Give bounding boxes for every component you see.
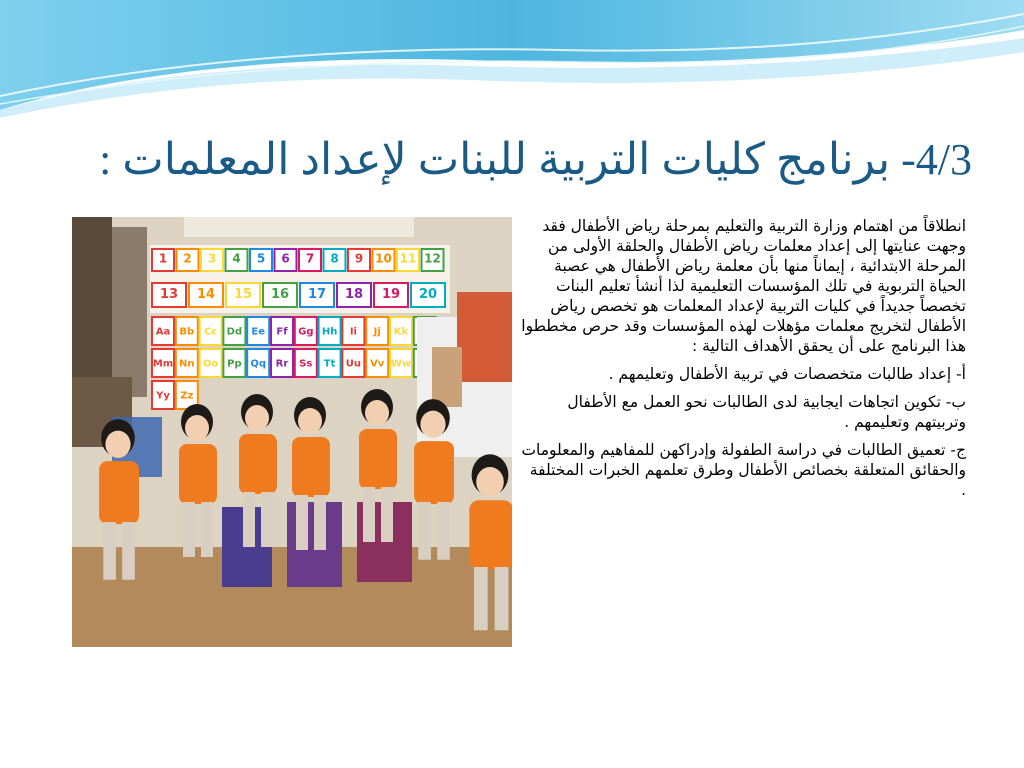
alphabet-label: Ff — [276, 326, 288, 338]
number-label: 8 — [330, 251, 339, 266]
alphabet-label: Yy — [156, 390, 170, 402]
alphabet-label: Ee — [251, 326, 266, 338]
number-label: 11 — [399, 251, 417, 266]
number-label: 10 — [375, 251, 392, 266]
goal-item-a: أ- إعداد طالبات متخصصات في تربية الأطفال وتعليمهم . — [608, 365, 966, 383]
number-label: 6 — [281, 251, 290, 266]
alphabet-label: Tt — [323, 358, 336, 370]
alphabet-label: Oo — [202, 358, 219, 370]
alphabet-label: Zz — [180, 390, 194, 402]
number-label: 17 — [307, 286, 327, 302]
number-label: 12 — [424, 251, 441, 266]
number-label: 16 — [270, 286, 290, 302]
header-wave-decoration — [0, 0, 1024, 120]
number-label: 2 — [183, 251, 192, 266]
alphabet-label: Bb — [179, 326, 195, 338]
classroom-photo — [72, 217, 512, 647]
number-label: 15 — [233, 286, 253, 302]
alphabet-label: Hh — [321, 326, 338, 338]
alphabet-label: Cc — [203, 326, 218, 338]
alphabet-label: Ss — [299, 358, 313, 370]
number-label: 9 — [354, 251, 364, 266]
alphabet-label: Dd — [226, 326, 243, 338]
number-label: 19 — [381, 286, 401, 302]
alphabet-label: Ii — [349, 326, 357, 338]
number-label: 18 — [344, 286, 364, 302]
alphabet-label: Qq — [250, 358, 267, 370]
slide-title: 4/3- برنامج كليات التربية للبنات لإعداد المعلمات : — [99, 135, 972, 184]
slide-body — [520, 216, 966, 508]
number-label: 7 — [305, 251, 315, 266]
alphabet-label: Pp — [227, 358, 242, 370]
alphabet-label: Nn — [179, 358, 195, 370]
number-label: 5 — [256, 251, 266, 266]
number-label: 14 — [196, 286, 216, 302]
number-label: 20 — [418, 286, 438, 302]
number-label: 4 — [232, 251, 241, 266]
alphabet-label: Jj — [373, 326, 381, 338]
number-label: 3 — [207, 251, 217, 266]
alphabet-label: Uu — [345, 358, 362, 370]
goal-item-b: ب- تكوين اتجاهات ايجابية لدى الطالبات نحو العمل مع الأطفال وتربيتهم وتعليمهم . — [567, 393, 966, 431]
goal-item-c: ج- تعميق الطالبات في دراسة الطفولة وإدراكهن للمفاهيم والمعلومات والحقائق المتعلقة بخصائص الأطفال وطرق تعلمهم الخبرات المختلفة . — [521, 441, 966, 499]
alphabet-label: Gg — [298, 326, 314, 338]
intro-paragraph: انطلاقاً من اهتمام وزارة التربية والتعليم بمرحلة رياض الأطفال فقد وجهت عنايتها إلى إعداد معلمات رياض الأطفال والحلقة الأولى من المرحلة الابتدائية ، إيماناً منها بأن معلمة رياض الأطفال هي عصبة الحياة التربوية في تلك المؤسسات التعليمية لذا أنشأ تعليم البنات تخصصاً جديداً في كليات التربية لإعداد المعلمات هو تخصص رياض الأطفال لتخريج معلمات مؤهلات لهذه المؤسسات وقد حرص مخططوا هذا البرنامج على أن يحقق الأهداف التالية : — [521, 217, 966, 355]
alphabet-label: Aa — [155, 326, 171, 338]
alphabet-label: Rr — [275, 358, 289, 370]
alphabet-label: Kk — [393, 326, 409, 338]
number-label: 13 — [159, 286, 179, 302]
number-label: 1 — [158, 251, 168, 266]
alphabet-label: Ww — [390, 358, 412, 370]
alphabet-label: Mm — [152, 358, 174, 370]
alphabet-label: Vv — [370, 358, 385, 370]
